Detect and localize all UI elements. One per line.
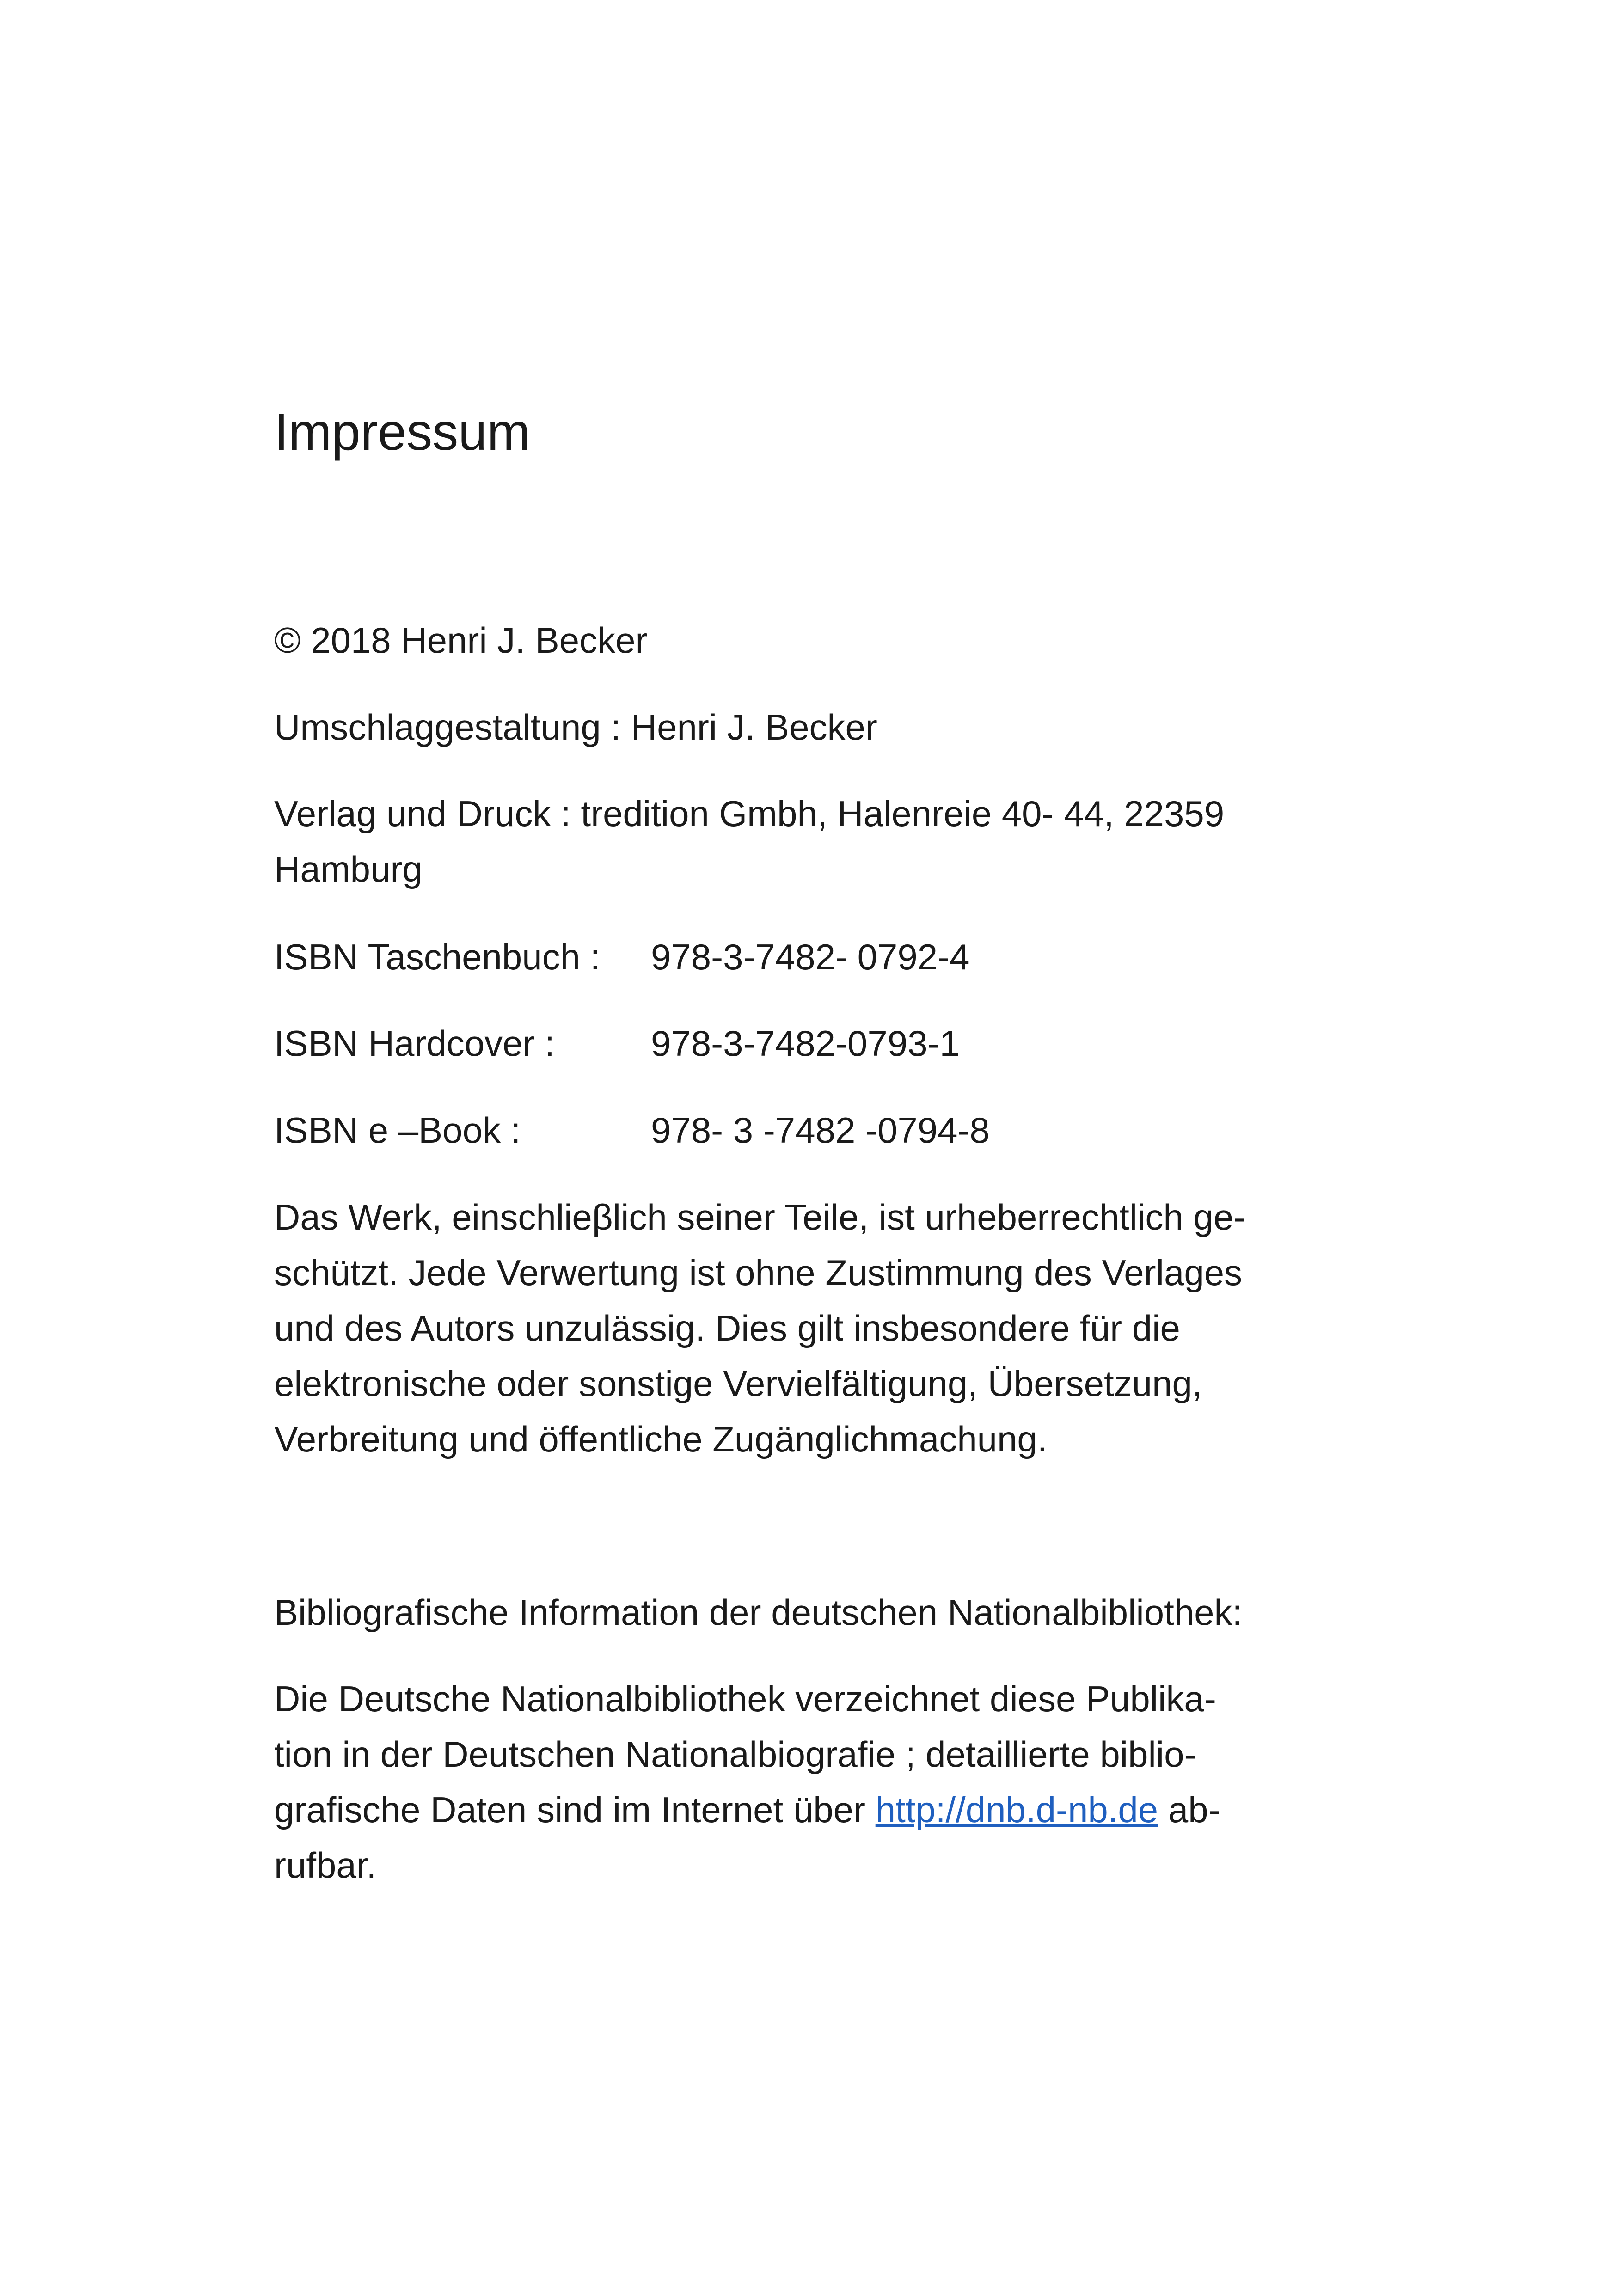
- isbn-value: 978-3-7482- 0792-4: [651, 937, 970, 977]
- publisher-block: [274, 786, 1384, 897]
- isbn-ebook-row: [274, 1102, 990, 1158]
- publisher-line: Verlag und Druck : tredition Gmbh, Halenreie 40- 44, 22359: [274, 793, 1225, 834]
- copyright-line: © 2018 Henri J. Becker: [274, 620, 648, 661]
- biblio-line: rufbar.: [274, 1845, 377, 1886]
- isbn-label: ISBN e –Book :: [274, 1110, 521, 1151]
- biblio-line-with-link: [274, 1782, 1384, 1837]
- biblio-heading: Bibliografische Information der deutschen Nationalbibliothek:: [274, 1592, 1243, 1633]
- rights-line: schützt. Jede Verwertung ist ohne Zustimmung des Verlages: [274, 1252, 1243, 1293]
- rights-line: Verbreitung und öffentliche Zugänglichmachung.: [274, 1419, 1048, 1459]
- rights-line: elektronische oder sonstige Vervielfältigung, Übersetzung,: [274, 1363, 1202, 1404]
- isbn-label: ISBN Taschenbuch :: [274, 937, 601, 977]
- biblio-paragraph: [274, 1671, 1384, 1893]
- isbn-value: 978-3-7482-0793-1: [651, 1023, 960, 1064]
- biblio-line: Die Deutsche Nationalbibliothek verzeichnet diese Publika-: [274, 1678, 1216, 1719]
- isbn-paperback-row: [274, 929, 970, 985]
- cover-design-line: Umschlaggestaltung : Henri J. Becker: [274, 707, 877, 747]
- isbn-hardcover-row: [274, 1016, 960, 1071]
- biblio-line: tion in der Deutschen Nationalbiografie ; detaillierte biblio-: [274, 1734, 1196, 1775]
- isbn-value: 978- 3 -7482 -0794-8: [651, 1110, 990, 1151]
- rights-paragraph: [274, 1189, 1384, 1467]
- rights-line: und des Autors unzulässig. Dies gilt insbesondere für die: [274, 1308, 1180, 1348]
- imprint-page: [274, 0, 1384, 2296]
- publisher-line: Hamburg: [274, 849, 423, 889]
- biblio-line-prefix: grafische Daten sind im Internet über: [274, 1789, 876, 1830]
- page-title: Impressum: [274, 403, 530, 461]
- biblio-line-suffix: ab-: [1158, 1789, 1220, 1830]
- dnb-link[interactable]: http://dnb.d-nb.de: [875, 1789, 1158, 1830]
- isbn-label: ISBN Hardcover :: [274, 1023, 555, 1064]
- rights-line: Das Werk, einschlieβlich seiner Teile, ist urheberrechtlich ge-: [274, 1197, 1246, 1237]
